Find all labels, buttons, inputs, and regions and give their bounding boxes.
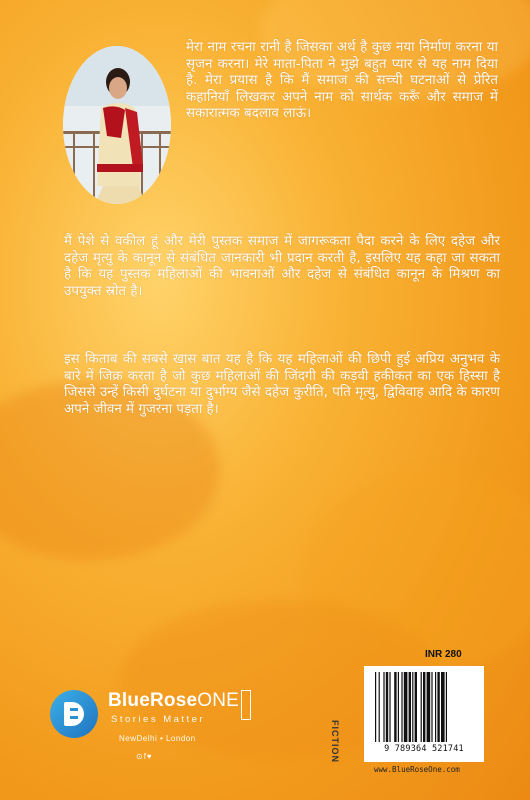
barcode-bar <box>412 672 413 742</box>
barcode-bar <box>398 672 399 742</box>
barcode-bar <box>437 672 439 742</box>
barcode-bar <box>404 672 408 742</box>
barcode-bars <box>375 672 473 742</box>
barcode-bar <box>383 672 384 742</box>
barcode-bar <box>431 672 432 742</box>
barcode-bar <box>379 672 380 742</box>
barcode-bar <box>409 672 411 742</box>
publisher-mark <box>241 690 251 720</box>
barcode-bar <box>389 672 390 742</box>
social-icons: ⊙f♥ <box>136 752 153 761</box>
book-highlight-paragraph: इस किताब की सबसे खास बात यह है कि यह महिलाओं की छिपी हुई अप्रिय अनुभव के बारे में जिक्र करता है जो कुछ महिलाओं की जिंदगी की कड़वी हकीकत का एक हिस्सा है जिससे उन्हें किसी दुर्घटना या दुर्भाग्य जैसे दहेज कुरीति, पति मृत्यु, द्विविवाह आदि के कारण अपने जीवन में गुजरना पड़ता है। <box>64 352 500 417</box>
publisher-tagline: Stories Matter <box>111 714 206 725</box>
barcode-bar <box>441 672 445 742</box>
price-label: INR 280 <box>425 649 462 660</box>
barcode-bar <box>446 672 447 742</box>
barcode-bar <box>423 672 425 742</box>
publisher-cities: NewDelhi • London <box>119 734 196 743</box>
genre-label: FICTION <box>330 720 340 763</box>
barcode-bar <box>394 672 396 742</box>
author-photo <box>63 46 171 204</box>
isbn-number: 9 789364 521741 <box>384 744 464 754</box>
barcode-bar <box>375 672 376 742</box>
about-book-paragraph: मैं पेशे से वकील हूं और मेरी पुस्तक समाज में जागरूकता पैदा करने के लिए दहेज और दहेज मृत्यु के कानून से संबंधित जानकारी भी प्रदान करती है, इसलिए यह कहा जा सकता है कि यह पुस्तक महिलाओं की भावनाओं और दहेज से संबंधित कानून के मिश्रण का उपयुक्त स्रोत है। <box>64 234 500 299</box>
barcode-bar <box>435 672 436 742</box>
barcode-bar <box>401 672 402 742</box>
barcode-bar <box>427 672 431 742</box>
publisher-website: www.BlueRoseOne.com <box>374 765 460 774</box>
barcode-bar <box>415 672 417 742</box>
barcode-bar <box>386 672 388 742</box>
publisher-name: BlueRoseONE <box>108 690 240 711</box>
author-bio: मेरा नाम रचना रानी है जिसका अर्थ है कुछ नया निर्माण करना या सृजन करना। मेरे माता-पिता ने मुझे बहुत प्यार से यह नाम दिया है. मेरा प्रयास है कि मैं समाज की सच्ची घटनाओं से प्रेरित कहानियाँ लिखकर अपने नाम को सार्थक करूँ और समाज में सकारात्मक बदलाव लाऊं। <box>186 40 498 122</box>
isbn-barcode <box>364 666 484 762</box>
bluerose-logo-icon <box>50 690 98 738</box>
barcode-bar <box>421 672 422 742</box>
